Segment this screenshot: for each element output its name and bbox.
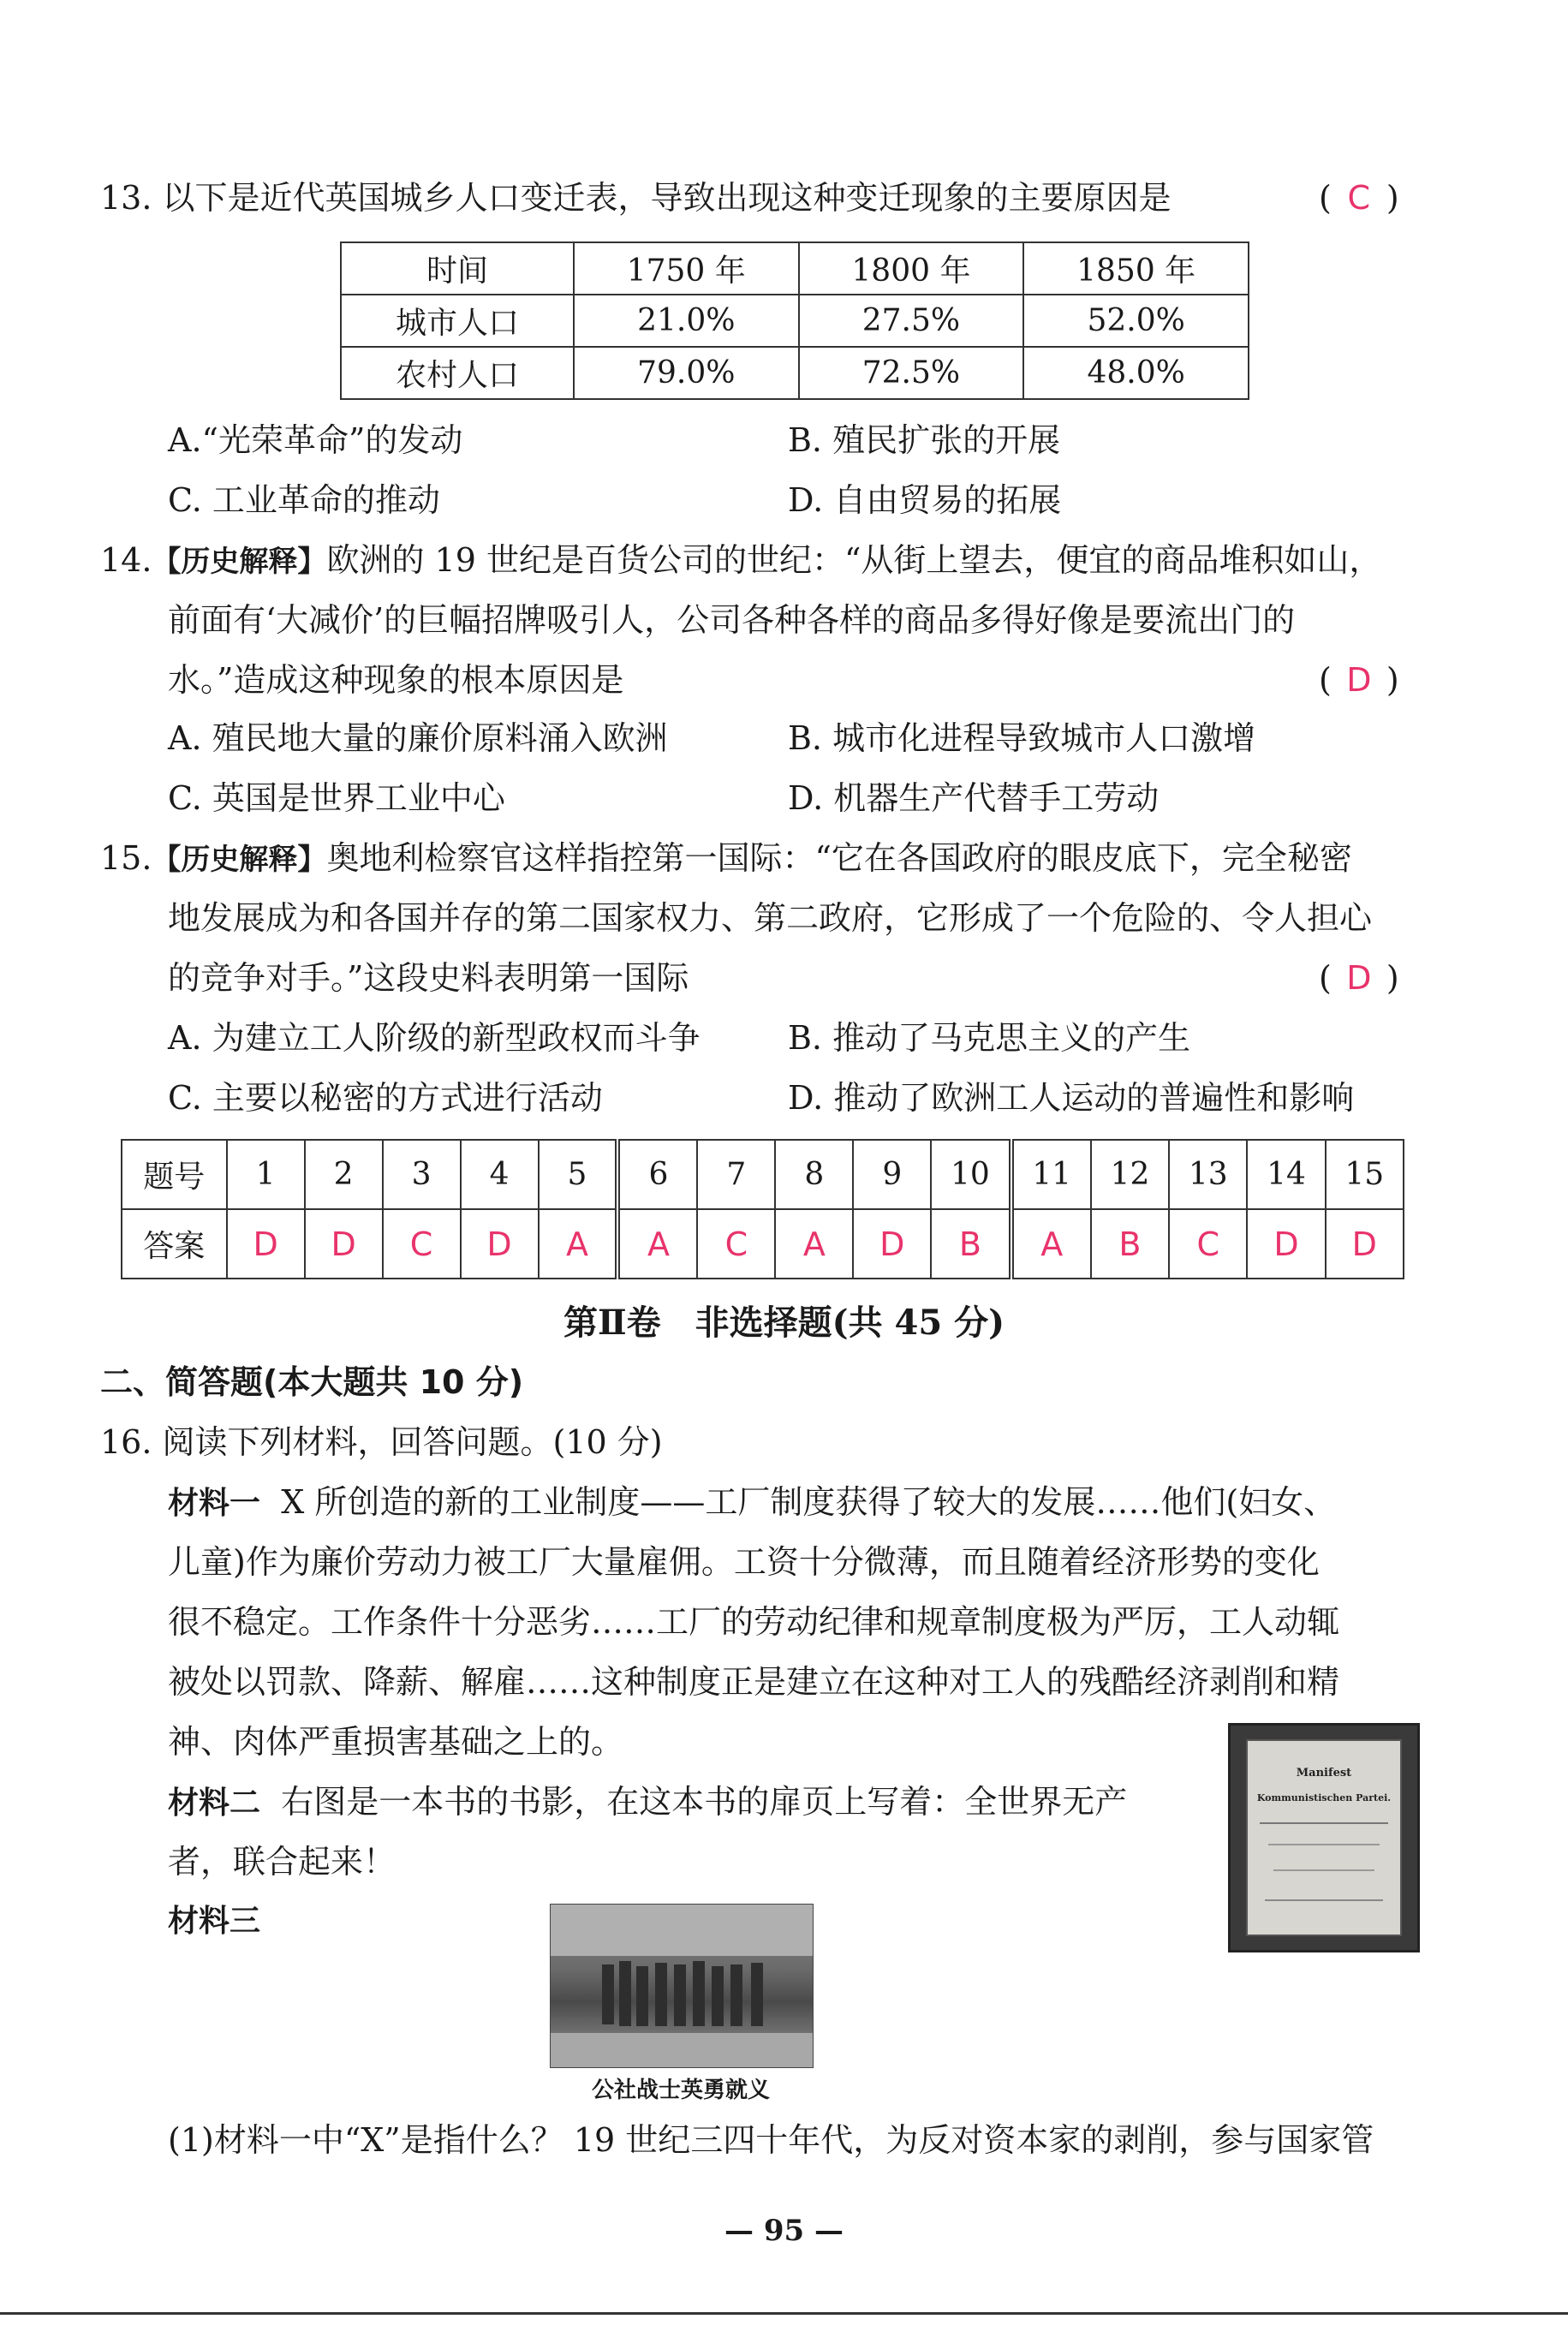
answer-key-table bbox=[121, 1139, 1404, 1279]
q13-answer: C bbox=[1347, 179, 1371, 217]
answer-key-number: 1 bbox=[227, 1140, 305, 1209]
q15-number: 15. bbox=[100, 839, 152, 877]
q13-stem: 13. 以下是近代英国城乡人口变迁表，导致出现这种变迁现象的主要原因是 bbox=[100, 179, 1172, 217]
answer-key-number: 3 bbox=[383, 1140, 461, 1209]
answer-key-number: 2 bbox=[305, 1140, 383, 1209]
table-cell: 52.0% bbox=[1023, 295, 1249, 347]
q15-line2: 地发展成为和各国并存的第二国家权力、第二政府，它形成了一个危险的、令人担心 bbox=[168, 899, 1373, 937]
answer-key-number: 8 bbox=[775, 1140, 853, 1209]
q14-line2: 前面有‘大减价’的巨幅招牌吸引人，公司各种各样的商品多得好像是要流出门的 bbox=[168, 601, 1296, 639]
table-header-cell: 1800 年 bbox=[799, 242, 1024, 295]
answer-key-answer: A bbox=[539, 1209, 618, 1279]
q14-option-b: B. 城市化进程导致城市人口激增 bbox=[788, 719, 1256, 757]
answer-key-answer: C bbox=[1169, 1209, 1247, 1279]
q16-stem: 16. 阅读下列材料，回答问题。(10 分) bbox=[100, 1423, 663, 1461]
answer-key-answer: C bbox=[383, 1209, 461, 1279]
book-rule bbox=[1273, 1869, 1374, 1871]
q16-material1-line3: 很不稳定。工作条件十分恶劣……工厂的劳动纪律和规章制度极为严厉，工人动辄 bbox=[168, 1603, 1340, 1641]
q16-material1-line2: 儿童)作为廉价劳动力被工厂大量雇佣。工资十分微薄，而且随着经济形势的变化 bbox=[168, 1543, 1320, 1581]
q14-option-c: C. 英国是世界工业中心 bbox=[168, 779, 505, 817]
q14-option-a: A. 殖民地大量的廉价原料涌入欧洲 bbox=[168, 719, 668, 757]
answer-key-answer: D bbox=[1247, 1209, 1325, 1279]
answer-key-number: 5 bbox=[539, 1140, 618, 1209]
table-cell: 农村人口 bbox=[341, 347, 574, 399]
book-title: Manifest bbox=[1296, 1767, 1352, 1780]
q13-option-c: C. 工业革命的推动 bbox=[168, 481, 440, 519]
answer-key-answer: A bbox=[1011, 1209, 1091, 1279]
q14-answer-paren: ( D ) bbox=[1319, 661, 1399, 699]
answer-key-number: 13 bbox=[1169, 1140, 1247, 1209]
q14-text1: 欧洲的 19 世纪是百货公司的世纪：“从街上望去，便宜的商品堆积如山， bbox=[326, 541, 1382, 579]
q16-material2-label: 材料二 bbox=[168, 1785, 261, 1821]
section2-title: 二、简答题(本大题共 10 分) bbox=[100, 1363, 524, 1401]
table-cell: 48.0% bbox=[1023, 347, 1249, 399]
table-header-cell: 时间 bbox=[341, 242, 574, 295]
q15-option-c: C. 主要以秘密的方式进行活动 bbox=[168, 1079, 603, 1117]
table-cell: 城市人口 bbox=[341, 295, 574, 347]
page-number: — 95 — bbox=[724, 2214, 844, 2248]
answer-key-answer: D bbox=[227, 1209, 305, 1279]
q14-number: 14. bbox=[100, 541, 152, 579]
q14-answer: D bbox=[1346, 661, 1372, 699]
answer-key-number-row bbox=[122, 1140, 1404, 1209]
q15-tag: 【历史解释】 bbox=[152, 843, 327, 877]
photo-caption: 公社战士英勇就义 bbox=[591, 2078, 770, 2103]
q13-option-b: B. 殖民扩张的开展 bbox=[788, 421, 1061, 459]
answer-key-answer: C bbox=[697, 1209, 775, 1279]
q16-material2-line2: 者，联合起来！ bbox=[168, 1843, 396, 1881]
q16-material1-line4: 被处以罚款、降薪、解雇……这种制度正是建立在这种对工人的残酷经济剥削和精 bbox=[168, 1663, 1340, 1701]
answer-key-answer: D bbox=[461, 1209, 539, 1279]
answer-key-number: 4 bbox=[461, 1140, 539, 1209]
table-cell: 27.5% bbox=[799, 295, 1024, 347]
table-header-cell: 1750 年 bbox=[574, 242, 799, 295]
answer-key-answer-row bbox=[122, 1209, 1404, 1279]
table-header-cell: 1850 年 bbox=[1023, 242, 1249, 295]
q15-option-d: D. 推动了欧洲工人运动的普遍性和影响 bbox=[788, 1079, 1355, 1117]
q16-subquestion1: (1)材料一中“X”是指什么？ 19 世纪三四十年代，为反对资本家的剥削，参与国家管 bbox=[168, 2121, 1374, 2159]
q14-tag: 【历史解释】 bbox=[152, 545, 327, 579]
population-table bbox=[340, 241, 1249, 400]
q13-option-a: A.“光荣革命”的发动 bbox=[168, 421, 463, 459]
q14-option-d: D. 机器生产代替手工劳动 bbox=[788, 779, 1160, 817]
photo-figures bbox=[551, 1905, 813, 2067]
answer-key-answer: B bbox=[1091, 1209, 1169, 1279]
answer-key-number: 6 bbox=[617, 1140, 697, 1209]
answer-key-number: 7 bbox=[697, 1140, 775, 1209]
answer-key-answer: A bbox=[775, 1209, 853, 1279]
q16-material3-label: 材料三 bbox=[168, 1904, 261, 1939]
book-rule bbox=[1268, 1844, 1380, 1845]
q15-line3: 的竞争对手。”这段史料表明第一国际 bbox=[168, 959, 689, 997]
q15-option-b: B. 推动了马克思主义的产生 bbox=[788, 1019, 1191, 1057]
book-subtitle: Kommunistischen Partei. bbox=[1256, 1792, 1392, 1803]
q13-answer-paren: ( C ) bbox=[1319, 179, 1399, 217]
answer-key-number: 15 bbox=[1326, 1140, 1404, 1209]
manifesto-book-cover bbox=[1228, 1723, 1420, 1952]
q13-option-d: D. 自由贸易的拓展 bbox=[788, 481, 1062, 519]
q15-line1 bbox=[100, 838, 1352, 880]
q16-material1-label: 材料一 bbox=[168, 1486, 261, 1521]
answer-key-number: 10 bbox=[931, 1140, 1011, 1209]
bottom-rule bbox=[0, 2312, 1568, 2315]
answer-key-row-label: 答案 bbox=[122, 1209, 227, 1279]
answer-key-answer: D bbox=[853, 1209, 931, 1279]
answer-key-number: 12 bbox=[1091, 1140, 1169, 1209]
q15-answer-paren: ( D ) bbox=[1319, 959, 1399, 997]
q15-answer: D bbox=[1346, 959, 1372, 997]
q14-line1 bbox=[100, 540, 1381, 582]
book-rule bbox=[1260, 1822, 1388, 1824]
q15-option-a: A. 为建立工人阶级的新型政权而斗争 bbox=[168, 1019, 701, 1057]
commune-fighters-photo bbox=[550, 1904, 814, 2068]
book-rule bbox=[1265, 1899, 1383, 1901]
q16-material1-line5: 神、肉体严重损害基础之上的。 bbox=[168, 1723, 624, 1761]
q15-text1: 奥地利检察官这样指控第一国际：“它在各国政府的眼皮底下，完全秘密 bbox=[326, 839, 1352, 877]
answer-key-answer: A bbox=[617, 1209, 697, 1279]
answer-key-answer: D bbox=[1326, 1209, 1404, 1279]
table-cell: 79.0% bbox=[574, 347, 799, 399]
answer-key-answer: B bbox=[931, 1209, 1011, 1279]
q16-material2-text: 右图是一本书的书影，在这本书的扉页上写着：全世界无产 bbox=[281, 1783, 1128, 1821]
q14-line3: 水。”造成这种现象的根本原因是 bbox=[168, 661, 624, 699]
q16-material1-text: X 所创造的新的工业制度——工厂制度获得了较大的发展……他们(妇女、 bbox=[281, 1483, 1337, 1521]
answer-key-row-label: 题号 bbox=[122, 1140, 227, 1209]
part2-title: 第Ⅱ卷 非选择题(共 45 分) bbox=[563, 1303, 1005, 1343]
book-cover-page bbox=[1246, 1739, 1402, 1936]
answer-key-number: 9 bbox=[853, 1140, 931, 1209]
answer-key-number: 11 bbox=[1011, 1140, 1091, 1209]
answer-key-answer: D bbox=[305, 1209, 383, 1279]
table-cell: 72.5% bbox=[799, 347, 1024, 399]
answer-key-number: 14 bbox=[1247, 1140, 1325, 1209]
table-cell: 21.0% bbox=[574, 295, 799, 347]
q16-material1-line1 bbox=[168, 1481, 1336, 1524]
q16-material2-line1 bbox=[168, 1781, 1127, 1824]
